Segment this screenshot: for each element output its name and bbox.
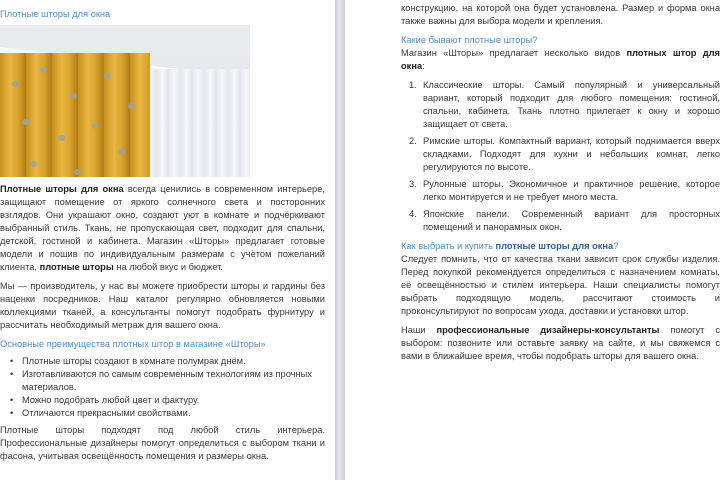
list-item: Римские шторы. Компактный вариант, который поднимается вверх складками. Подходят для кухни и небольших комнат, легко регулируются по высоте. — [423, 136, 720, 172]
curtain-photo — [0, 25, 250, 177]
section-heading[interactable]: Плотные шторы для окна — [0, 9, 111, 19]
list-item: Японские панели. Современный вариант для просторных помещений и панорамных окон. — [423, 209, 720, 232]
list-item: • Можно подобрать любой цвет и фактуру. — [22, 394, 325, 407]
types-list — [401, 79, 720, 234]
order-paragraph: Следует помнить, что от качества ткани зависит срок службы изделия. Перед покупкой рекомендуется определиться с назначением комнаты, её освещённостью и стилем интерьера. Наши специалисты помогут выбрать подходящую модель, рассчитают стоимость и проконсультируют по вопросам ухода, доставки и установки штор. — [401, 254, 720, 316]
sheer-curtain — [150, 69, 250, 177]
left-page — [0, 0, 335, 480]
page-gutter — [335, 0, 345, 480]
continued-paragraph: конструкцию, на которой она будет установлена. Размер и форма окна также важны для выбора модели и крепления. — [401, 3, 720, 26]
types-heading[interactable]: Какие бывают плотные шторы? — [401, 35, 538, 45]
list-item: • Плотные шторы создают в комнате полумрак днём. — [22, 355, 325, 368]
benefits-list — [0, 355, 325, 420]
final-paragraph: Наши профессиональные дизайнеры-консультанты помогут с выбором: позвоните или оставьте заявку на сайте, и мы свяжемся с вами в ближайшее время, чтобы подобрать шторы для вашего окна. — [401, 325, 720, 361]
order-heading[interactable]: Как выбрать и купить плотные шторы для окна? — [401, 241, 619, 251]
style-paragraph: Плотные шторы подходят под любой стиль интерьера. Профессиональные дизайнеры помогут определиться с выбором ткани и фасона, учитывая освещённость помещения и размеры окна. — [0, 425, 325, 461]
intro-paragraph: Плотные шторы для окна всегда ценились в современном интерьере, защищают помещение от яркого солнечного света и посторонних взглядов. Они украшают окно, создают уют в комнате и подчёркивают выбранный стиль. Ткань, не пропускающая свет, подходит для спальни, детской, гостиной и кабинета. Магазин «Шторы» предлагает готовые модели и пошив по индивидуальным размерам с учётом пожеланий клиента, плотные шторы на любой вкус и бюджет. — [0, 184, 325, 272]
producer-paragraph: Мы — производитель, у нас вы можете приобрести шторы и гардины без наценки посредников. Наш каталог регулярно обновляется новыми коллекциями тканей, а консультанты помогут подобрать фурнитуру и рассчитать необходимый метраж для вашего окна. — [0, 281, 325, 330]
right-page — [345, 0, 720, 480]
list-item: • Изготавливаются по самым современным технологиям из прочных материалов. — [22, 368, 325, 394]
list-item: Рулонные шторы. Экономичное и практичное решение, которое легко монтируется и не требует много места. — [423, 179, 720, 202]
list-item: Классические шторы. Самый популярный и универсальный вариант, который подходит для любого помещения: гостиной, спальни, кабинета. Ткань плотно прилегает к окну и хорошо защищает от света. — [423, 80, 720, 129]
list-item: • Отличаются прекрасными свойствами. — [22, 407, 325, 420]
gold-curtain — [0, 53, 150, 177]
benefits-heading[interactable]: Основные преимущества плотных штор в магазине «Шторы» — [0, 339, 266, 349]
types-intro: Магазин «Шторы» предлагает несколько видов плотных штор для окна: — [401, 48, 720, 71]
